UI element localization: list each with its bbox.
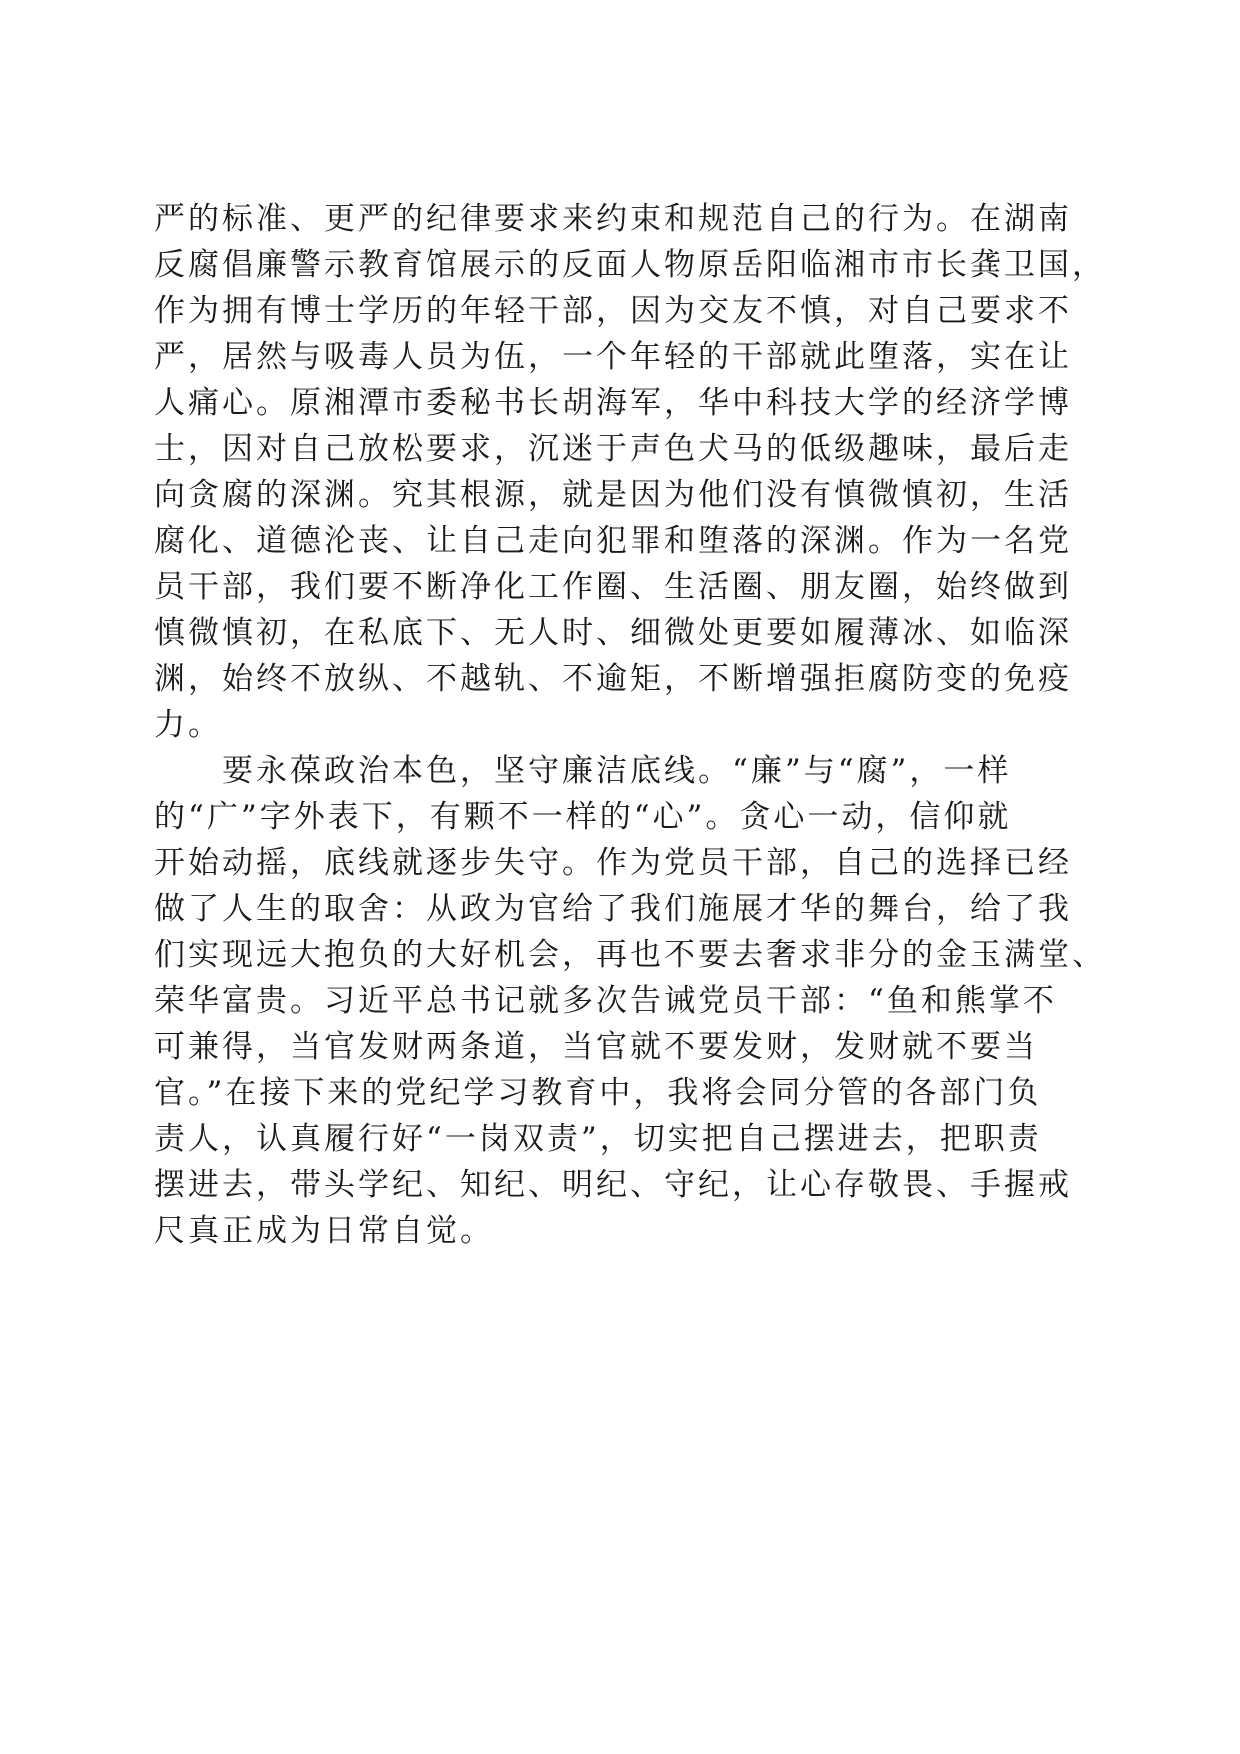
text-line: 责人，认真履行好“一岗双责”，切实把自己摆进去，把职责 xyxy=(154,1121,1042,1157)
body-text xyxy=(154,196,1106,1254)
text-line: 的“广”字外表下，有颗不一样的“心”。贪心一动，信仰就 xyxy=(154,799,1012,835)
text-line: 严的标准、更严的纪律要求来约束和规范自己的行为。在湖南 xyxy=(154,201,1072,237)
text-line: 员干部，我们要不断净化工作圈、生活圈、朋友圈，始终做到 xyxy=(154,569,1072,605)
text-line: 向贪腐的深渊。究其根源，就是因为他们没有慎微慎初，生活 xyxy=(154,477,1072,513)
text-line: 士，因对自己放松要求，沉迷于声色犬马的低级趣味，最后走 xyxy=(154,431,1072,467)
text-line: 腐化、道德沦丧、让自己走向犯罪和堕落的深渊。作为一名党 xyxy=(154,523,1072,559)
text-line: 慎微慎初，在私底下、无人时、细微处更要如履薄冰、如临深 xyxy=(154,615,1072,651)
text-line: 反腐倡廉警示教育馆展示的反面人物原岳阳临湘市市长龚卫国， xyxy=(154,247,1106,283)
text-line: 尺真正成为日常自觉。 xyxy=(154,1213,494,1249)
text-line: 要永葆政治本色，坚守廉洁底线。“廉”与“腐”，一样 xyxy=(154,753,1012,789)
text-line: 们实现远大抱负的大好机会，再也不要去奢求非分的金玉满堂、 xyxy=(154,937,1106,973)
text-line: 作为拥有博士学历的年轻干部，因为交友不慎，对自己要求不 xyxy=(154,293,1072,329)
text-line: 摆进去，带头学纪、知纪、明纪、守纪，让心存敬畏、手握戒 xyxy=(154,1167,1072,1203)
text-line: 人痛心。原湘潭市委秘书长胡海军，华中科技大学的经济学博 xyxy=(154,385,1072,421)
text-line: 荣华富贵。习近平总书记就多次告诫党员干部：“鱼和熊掌不 xyxy=(154,983,1057,1019)
text-line: 渊，始终不放纵、不越轨、不逾矩，不断增强拒腐防变的免疫 xyxy=(154,661,1072,697)
text-line: 严，居然与吸毒人员为伍，一个年轻的干部就此堕落，实在让 xyxy=(154,339,1072,375)
text-line: 做了人生的取舍：从政为官给了我们施展才华的舞台，给了我 xyxy=(154,891,1072,927)
text-line: 可兼得，当官发财两条道，当官就不要发财，发财就不要当 xyxy=(154,1029,1038,1065)
text-line: 开始动摇，底线就逐步失守。作为党员干部，自己的选择已经 xyxy=(154,845,1072,881)
text-line: 官。”在接下来的党纪学习教育中，我将会同分管的各部门负 xyxy=(154,1075,1042,1111)
text-line: 力。 xyxy=(154,707,222,743)
